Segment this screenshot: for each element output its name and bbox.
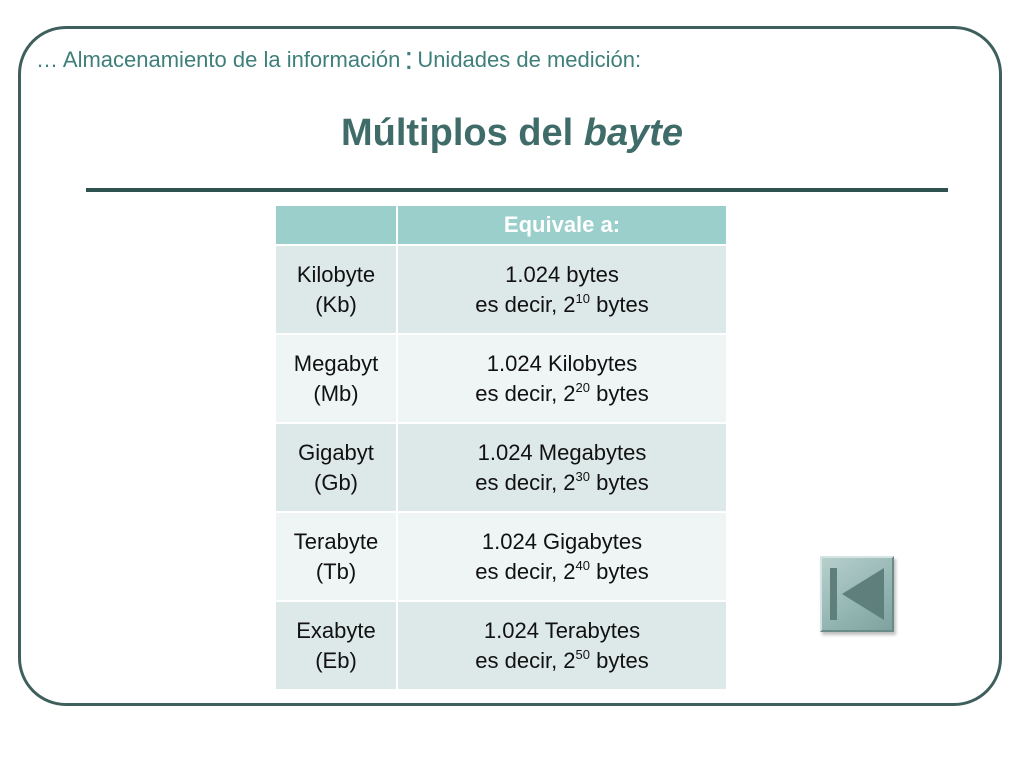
power-suffix: bytes	[590, 469, 649, 495]
power-exponent: 40	[575, 557, 591, 573]
table-row	[276, 424, 728, 513]
power-exponent: 50	[575, 646, 591, 662]
power-prefix: es decir, 2	[475, 647, 576, 673]
first-slide-button[interactable]	[820, 556, 894, 632]
unit-cell	[276, 424, 398, 513]
unit-abbr: (Eb)	[315, 647, 357, 673]
section-title-part1: … Almacenamiento de la información	[36, 47, 401, 72]
equivalent-cell	[398, 424, 728, 513]
power-prefix: es decir, 2	[475, 558, 576, 584]
equivalent-cell	[398, 513, 728, 602]
section-title-separator: :	[404, 40, 414, 76]
slide-title-main: Múltiplos del	[340, 112, 584, 154]
power-prefix: es decir, 2	[475, 291, 576, 317]
section-title-part2: Unidades de medición:	[417, 47, 642, 72]
power-suffix: bytes	[590, 291, 649, 317]
equivalent-value: 1.024 Gigabytes	[481, 528, 643, 554]
power-suffix: bytes	[590, 647, 649, 673]
unit-name: Megabyt	[293, 350, 379, 376]
unit-cell	[276, 602, 398, 691]
unit-abbr: (Mb)	[313, 380, 359, 406]
power-suffix: bytes	[590, 558, 649, 584]
unit-name: Kilobyte	[296, 261, 376, 287]
power-prefix: es decir, 2	[475, 469, 576, 495]
unit-cell	[276, 335, 398, 424]
table-header-row	[276, 206, 728, 246]
unit-abbr: (Gb)	[314, 469, 358, 495]
table-row	[276, 246, 728, 335]
equivalent-value: 1.024 bytes	[505, 261, 619, 287]
power-exponent: 10	[575, 290, 591, 306]
power-prefix: es decir, 2	[475, 380, 576, 406]
table-row	[276, 335, 728, 424]
byte-multiples-table	[276, 206, 728, 691]
equivalent-value: 1.024 Kilobytes	[486, 350, 638, 376]
table-row	[276, 513, 728, 602]
slide-title	[0, 112, 1024, 155]
unit-name: Exabyte	[296, 617, 376, 643]
unit-name: Gigabyt	[298, 439, 374, 465]
unit-cell	[276, 246, 398, 335]
power-suffix: bytes	[590, 380, 649, 406]
equivalent-value: 1.024 Megabytes	[477, 439, 647, 465]
equivalent-cell	[398, 335, 728, 424]
slide-title-italic: bayte	[583, 112, 684, 154]
unit-abbr: (Tb)	[315, 558, 357, 584]
unit-cell	[276, 513, 398, 602]
equivalent-cell	[398, 246, 728, 335]
unit-abbr: (Kb)	[315, 291, 357, 317]
header-cell-equivalent: Equivale a:	[398, 206, 728, 246]
equivalent-cell	[398, 602, 728, 691]
section-title	[36, 40, 641, 77]
first-slide-icon	[822, 558, 892, 630]
header-cell-unit	[276, 206, 398, 246]
table-row	[276, 602, 728, 691]
equivalent-value: 1.024 Terabytes	[483, 617, 641, 643]
unit-name: Terabyte	[293, 528, 379, 554]
power-exponent: 20	[575, 379, 591, 395]
title-divider	[86, 188, 948, 192]
power-exponent: 30	[575, 468, 591, 484]
